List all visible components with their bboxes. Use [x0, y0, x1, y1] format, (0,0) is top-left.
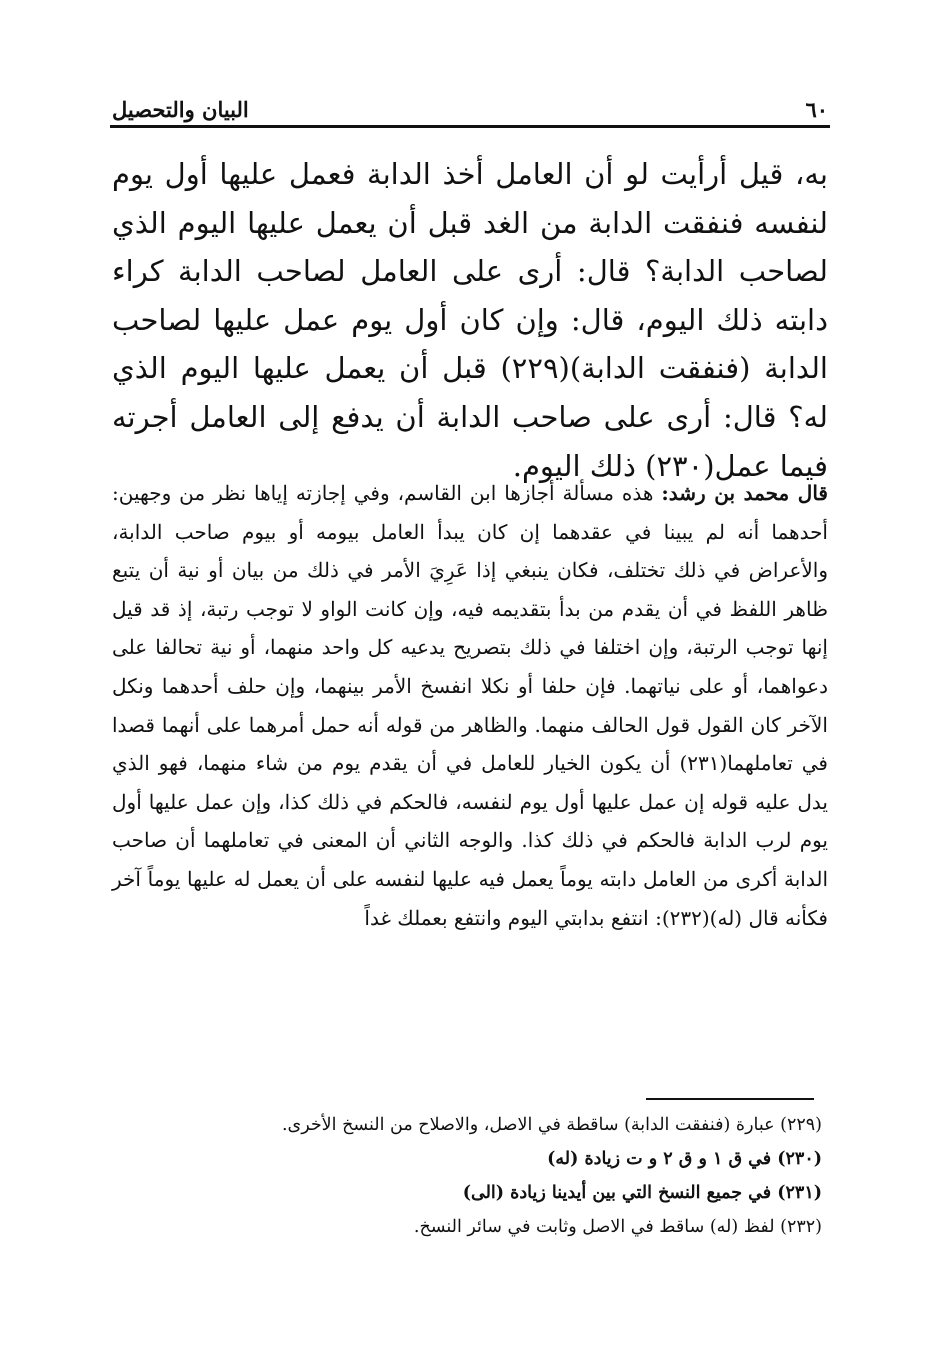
- footnote-230: (٢٣٠) في ق ١ و ق ٢ و ت زيادة (له): [547, 1149, 822, 1169]
- footnote-rule: [646, 1098, 814, 1100]
- footnotes: [112, 1108, 822, 1244]
- footnote-232: (٢٣٢) لفظ (له) ساقط في الاصل وثابت في سائر النسخ.: [413, 1217, 822, 1237]
- commentary-lead: قال محمد بن رشد:: [661, 481, 828, 505]
- book-title: البيان والتحصيل: [112, 97, 249, 122]
- page-header: [112, 86, 828, 122]
- main-paragraph-1: به، قيل أرأيت لو أن العامل أخذ الدابة فعمل عليها أول يوم لنفسه فنفقت الدابة من الغد قبل أن يعمل عليها اليوم الذي لصاحب الدابة؟ قال: أرى على العامل لصاحب الدابة كراء دابته ذلك اليوم، قال: وإن كان أول يوم عمل عليها لصاحب الدابة (فنفقت الدابة)(٢٢٩) قبل أن يعمل عليها اليوم الذي له؟ قال: أرى على صاحب الدابة أن يدفع إلى العامل أجرته فيما عمل(٢٣٠) ذلك اليوم.: [112, 157, 828, 483]
- header-rule: [110, 125, 830, 128]
- commentary-text: هذه مسألة أجازها ابن القاسم، وفي إجازته إياها نظر من وجهين: أحدهما أنه لم يبينا في عقدهما إن كان يبدأ العامل بيومه أو بيوم صاحب الدابة، والأعراض في ذلك تختلف، فكان ينبغي إذا عَرِيَ الأمر في ذلك من بيان أو نية أن يتبع ظاهر اللفظ في أن يقدم من بدأ بتقديمه فيه، وإن كانت الواو لا توجب رتبة، إذ قد قيل إنها توجب الرتبة، وإن اختلفا في ذلك بتصريح يدعيه كل واحد منهما، أو نية تحالفا على دعواهما، أو على نياتهما. فإن حلفا أو نكلا انفسخ الأمر بينهما، وإن حلف أحدهما ونكل الآخر كان القول قول الحالف منهما. والظاهر من قوله أنه حمل أمرهما على أنهما قصدا في تعاملهما(٢٣١) أن يكون الخيار للعامل في أن يقدم يوم من شاء منهما، فهو الذي يدل عليه قوله إن عمل عليها أول يوم لنفسه، فالحكم في ذلك كذا، وإن عمل عليها أول يوم لرب الدابة فالحكم في ذلك كذا. والوجه الثاني أن المعنى في تعاملهما أن صاحب الدابة أكرى من العامل دابته يوماً يعمل فيه عليها لنفسه على أن يعمل له عليها يوماً آخر فكأنه قال (له)(٢٣٢): انتفع بدابتي اليوم وانتفع بعملك غداً: [112, 481, 828, 930]
- footnote-229: (٢٢٩) عبارة (فنفقت الدابة) ساقطة في الاصل، والاصلاح من النسخ الأخرى.: [281, 1115, 822, 1135]
- page-number: ٦٠: [805, 97, 828, 122]
- main-paragraph-2: [112, 474, 828, 937]
- footnote-231: (٢٣١) في جميع النسخ التي بين أيدينا زيادة (الى): [462, 1183, 822, 1203]
